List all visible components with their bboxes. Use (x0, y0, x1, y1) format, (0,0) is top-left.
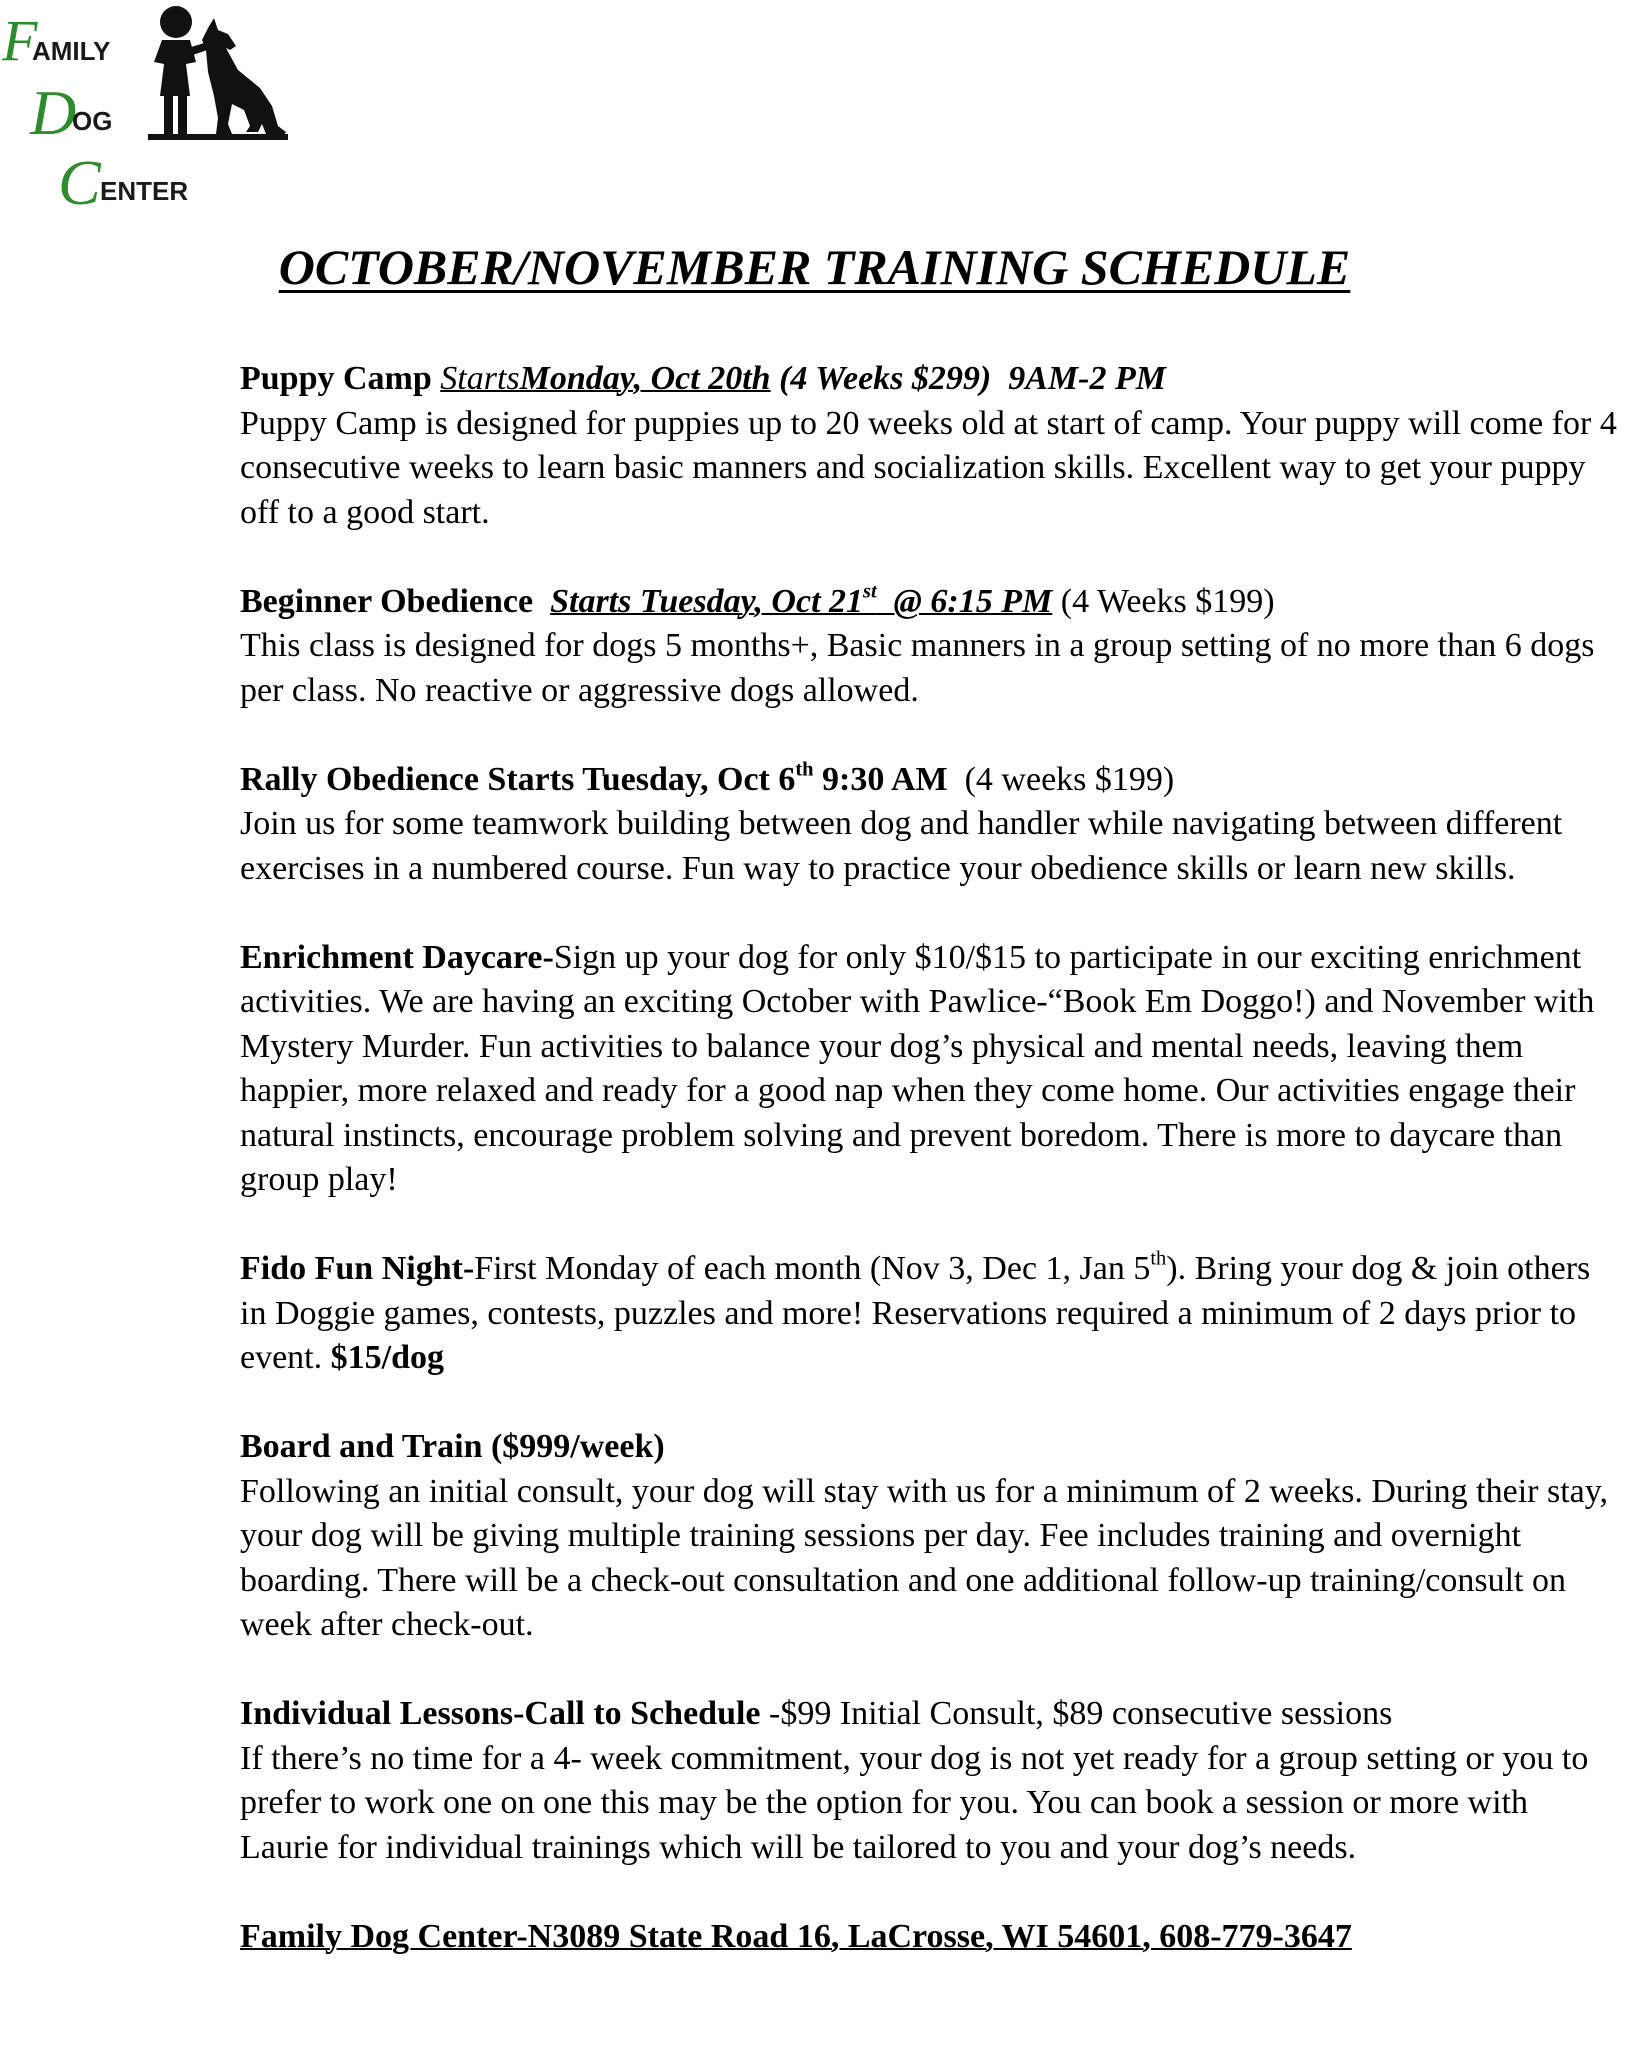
fido-fun-night-sup: th (1150, 1247, 1167, 1270)
family-dog-center-logo (0, 0, 300, 215)
fido-fun-night-paragraph (240, 1247, 1625, 1381)
rally-obedience-name (240, 758, 948, 798)
individual-lessons-pricing: -$99 Initial Consult, $89 consecutive sessions (760, 1695, 1393, 1732)
fido-fun-night-name: Fido Fun Night- (240, 1250, 475, 1287)
page-title: OCTOBER/NOVEMBER TRAINING SCHEDULE (278, 239, 1351, 295)
individual-lessons-name: Individual Lessons-Call to Schedule (240, 1695, 761, 1732)
beginner-obedience-date (550, 580, 1053, 620)
puppy-camp-description: Puppy Camp is designed for puppies up to 20 weeks old at start of camp. Your puppy will come for 4 consecutive weeks to learn basic manners and socialization skills. Excellent way to get your puppy off to a good start. (240, 404, 1617, 531)
logo-word-enter: ENTER (100, 176, 189, 206)
puppy-camp-name: Puppy Camp (240, 360, 432, 397)
rally-obedience-heading (240, 758, 1625, 803)
rally-heading-text: Rally Obedience Starts Tuesday, Oct 6 (240, 760, 796, 798)
beginner-obedience-details: (4 Weeks $199) (1060, 582, 1275, 620)
puppy-camp-date: Monday, Oct 20th (519, 360, 771, 397)
rally-heading-sup: th (795, 758, 814, 781)
logo-letter-f: F (2, 8, 38, 73)
individual-lessons-section (240, 1692, 1625, 1870)
enrichment-daycare-description: Sign up your dog for only $10/$15 to participate in our exciting enrichment activities. We are having an exciting October with Pawlice-“Book Em Doggo!) and November with Mystery Murder. Fun activities to balance your dog’s physical and mental needs, leaving them happier, more relaxed and ready for a good nap when they come home. Our activities engage their natural instincts, encourage problem solving and prevent boredom. There is more to daycare than group play! (240, 938, 1595, 1198)
puppy-camp-starts: Starts (440, 360, 520, 397)
puppy-camp-section (240, 357, 1625, 535)
board-and-train-description: Following an initial consult, your dog will stay with us for a minimum of 2 weeks. During their stay, your dog will be giving multiple training sessions per day. Fee includes training and overnight boarding. There will be a check-out consultation and one additional follow-up training/consult on week after check-out. (240, 1472, 1609, 1643)
individual-lessons-description: If there’s no time for a 4- week commitment, your dog is not yet ready for a group setting or you to prefer to work one on one this may be the option for you. You can book a session or more with Laurie for individual trainings which will be tailored to you and your dog’s needs. (240, 1739, 1589, 1866)
board-and-train-section (240, 1425, 1625, 1648)
board-and-train-heading: Board and Train ($999/week) (240, 1428, 665, 1465)
beginner-obedience-section (240, 580, 1625, 714)
footer-contact: Family Dog Center-N3089 State Road 16, LaCrosse, WI 54601, 608-779-3647 (240, 1917, 1352, 1955)
logo-word-og: OG (72, 106, 113, 136)
rally-obedience-description: Join us for some teamwork building between dog and handler while navigating between different exercises in a numbered course. Fun way to practice your obedience skills or learn new skills. (240, 805, 1563, 887)
beginner-time-text: @ 6:15 PM (876, 582, 1053, 620)
schedule-content (240, 357, 1625, 1959)
child-and-dog-silhouette-icon (148, 6, 288, 140)
enrichment-daycare-section (240, 936, 1625, 1203)
beginner-obedience-heading (240, 580, 1625, 625)
logo-word-amily: AMILY (32, 36, 111, 66)
fido-fun-night-description: First Monday of each month (Nov 3, Dec 1, Jan 5 (474, 1250, 1151, 1287)
logo-letter-d: D (30, 77, 77, 148)
puppy-camp-heading (240, 357, 1625, 402)
logo-letter-c: C (58, 147, 101, 215)
beginner-date-text: Starts Tuesday, Oct 21 (550, 582, 864, 620)
puppy-camp-details: (4 Weeks $299) 9AM-2 PM (779, 360, 1166, 397)
rally-obedience-section (240, 758, 1625, 892)
rally-obedience-details: (4 weeks $199) (964, 760, 1175, 798)
fido-fun-night-price: $15/dog (330, 1339, 444, 1376)
beginner-date-sup: st (863, 580, 877, 603)
rally-time-text: 9:30 AM (813, 760, 948, 798)
footer-section (240, 1915, 1625, 1960)
beginner-obedience-name: Beginner Obedience (240, 582, 534, 620)
individual-lessons-heading (240, 1692, 1625, 1737)
fido-fun-night-description-rest: ). Bring your dog & join others in Doggie games, contests, puzzles and more! Reservations required a minimum of 2 days prior to event. (240, 1250, 1591, 1376)
beginner-obedience-description: This class is designed for dogs 5 months+, Basic manners in a group setting of no more than 6 dogs per class. No reactive or aggressive dogs allowed. (240, 627, 1595, 709)
enrichment-daycare-name: Enrichment Daycare- (240, 938, 554, 976)
enrichment-daycare-paragraph (240, 936, 1625, 1203)
fido-fun-night-section (240, 1247, 1625, 1381)
